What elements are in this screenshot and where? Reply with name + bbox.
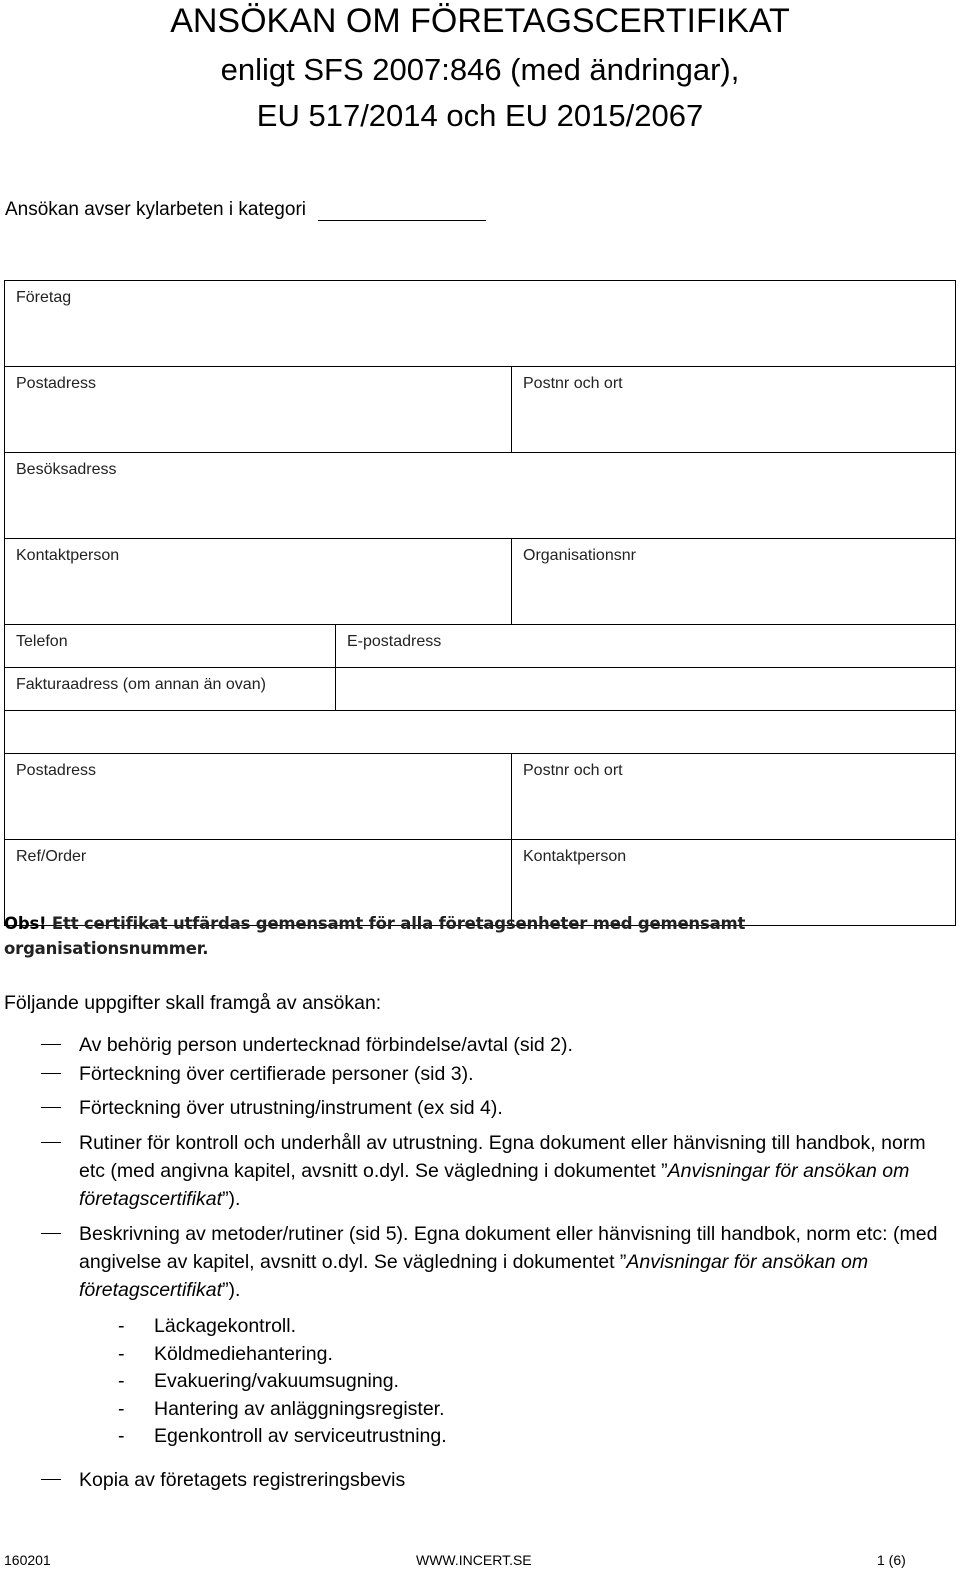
field-epostadress[interactable]: E-postadress bbox=[336, 625, 956, 711]
category-input-line[interactable] bbox=[318, 201, 486, 221]
obs-notice bbox=[4, 911, 944, 961]
invoice-info-table bbox=[4, 667, 956, 926]
field-invoice-postadress[interactable]: Postadress bbox=[5, 754, 512, 840]
document-subtitle-line1: enligt SFS 2007:846 (med ändringar), bbox=[220, 52, 740, 87]
field-fakturaadress[interactable]: Fakturaadress (om annan än ovan) bbox=[5, 668, 956, 754]
list-item: - Hantering av anläggningsregister. bbox=[118, 1396, 447, 1424]
list-item: - Evakuering/vakuumsugning. bbox=[118, 1368, 447, 1396]
field-kontaktperson[interactable]: Kontaktperson bbox=[5, 539, 512, 625]
field-organisationsnr[interactable]: Organisationsnr bbox=[512, 539, 956, 625]
footer-date: 160201 bbox=[4, 1552, 51, 1568]
field-postadress[interactable]: Postadress bbox=[5, 367, 512, 453]
dash-bullet-icon bbox=[41, 1233, 61, 1234]
list-item: - Läckagekontroll. bbox=[118, 1313, 447, 1341]
company-info-table bbox=[4, 280, 956, 711]
dash-bullet-icon bbox=[41, 1142, 61, 1143]
field-postnr-ort[interactable]: Postnr och ort bbox=[512, 367, 956, 453]
method-sublist bbox=[118, 1313, 447, 1451]
field-besoksadress[interactable]: Besöksadress bbox=[5, 453, 956, 539]
category-label: Ansökan avser kylarbeten i kategori bbox=[5, 199, 306, 220]
list-item: - Köldmediehantering. bbox=[118, 1341, 447, 1369]
footer-page-number: 1 (6) bbox=[877, 1552, 906, 1568]
document-title: ANSÖKAN OM FÖRETAGSCERTIFIKAT bbox=[170, 2, 790, 40]
dash-bullet-icon bbox=[41, 1107, 61, 1108]
obs-label: Obs! bbox=[4, 914, 47, 933]
field-invoice-postnr-ort[interactable]: Postnr och ort bbox=[512, 754, 956, 840]
dash-bullet-icon bbox=[41, 1479, 61, 1480]
requirements-intro: Följande uppgifter skall framgå av ansökan: bbox=[4, 992, 382, 1014]
field-invoice-kontaktperson[interactable]: Kontaktperson bbox=[512, 840, 956, 926]
field-foretag[interactable]: Företag bbox=[5, 281, 956, 367]
list-item: - Egenkontroll av serviceutrustning. bbox=[118, 1423, 447, 1451]
dash-bullet-icon bbox=[41, 1073, 61, 1074]
field-ref-order[interactable]: Ref/Order bbox=[5, 840, 512, 926]
category-field bbox=[5, 199, 486, 221]
field-telefon[interactable]: Telefon bbox=[5, 625, 336, 711]
obs-text: Ett certifikat utfärdas gemensamt för alla företagsenheter med gemensamt organisationsnummer. bbox=[4, 914, 746, 958]
dash-bullet-icon bbox=[41, 1044, 61, 1045]
footer-website: WWW.INCERT.SE bbox=[416, 1552, 532, 1568]
document-subtitle-line2: EU 517/2014 och EU 2015/2067 bbox=[256, 98, 704, 133]
